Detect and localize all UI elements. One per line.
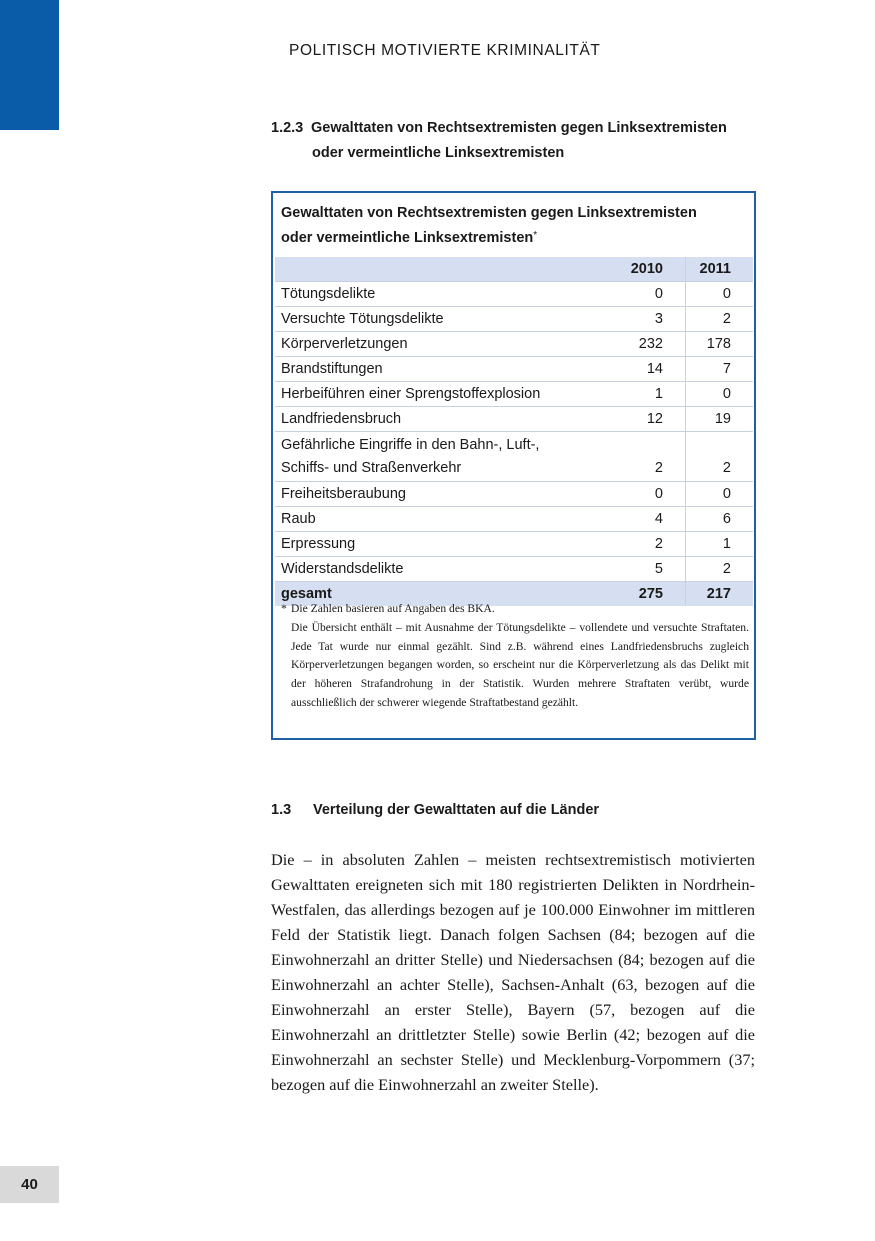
- table-row: [275, 507, 753, 532]
- table-row: [275, 557, 753, 582]
- header-cell-2011: 2011: [686, 257, 754, 282]
- value-2011: 0: [686, 282, 754, 307]
- running-header: POLITISCH MOTIVIERTE KRIMINALITÄT: [289, 42, 601, 59]
- body-paragraph: Die – in absoluten Zahlen – meisten rechtsextremistisch motivierten Gewalttaten ereigneten sich mit 180 registrierten Delikten in Nordrhein-Westfalen, das allerdings bezogen auf je 100.000 Einwohner im mittleren Feld der Statistik liegt. Danach folgen Sachsen (84; bezogen auf die Einwohnerzahl an dritter Stelle) und Niedersachsen (84; bezogen auf die Einwohnerzahl an achter Stelle), Sachsen-Anhalt (63, bezogen auf die Einwohnerzahl an erster Stelle), Bayern (57, bezogen auf die Einwohnerzahl an drittletzter Stelle) sowie Berlin (42; bezogen auf die Einwohnerzahl an sechster Stelle) und Mecklenburg-Vorpommern (37; bezogen auf die Einwohnerzahl an zweiter Stelle).: [271, 850, 755, 1094]
- value-2011: 2: [686, 307, 754, 332]
- row-label: Landfriedensbruch: [275, 407, 577, 432]
- row-label: Brandstiftungen: [275, 357, 577, 382]
- table-row: [275, 432, 753, 482]
- section-title: Verteilung der Gewalttaten auf die Länder: [313, 802, 600, 818]
- table-row: [275, 382, 753, 407]
- table-row: [275, 282, 753, 307]
- statistics-box: [271, 191, 756, 740]
- section-heading-1-2-3: [271, 116, 761, 166]
- row-label-line1: Gefährliche Eingriffe in den Bahn-, Luft-,: [281, 437, 540, 453]
- value-2010: 0: [577, 482, 686, 507]
- value-2010: 2: [577, 432, 686, 482]
- value-2010: 3: [577, 307, 686, 332]
- row-label: Versuchte Tötungsdelikte: [275, 307, 577, 332]
- table-row: [275, 407, 753, 432]
- table-row: [275, 307, 753, 332]
- row-label: Widerstandsdelikte: [275, 557, 577, 582]
- table-row: [275, 482, 753, 507]
- table-row: [275, 357, 753, 382]
- table-row: [275, 332, 753, 357]
- box-title-line1: Gewalttaten von Rechtsextremisten gegen Linksextremisten: [281, 205, 697, 221]
- row-label: Tötungsdelikte: [275, 282, 577, 307]
- value-2011: 0: [686, 382, 754, 407]
- section-number: 1.3: [271, 802, 292, 818]
- value-2010: 14: [577, 357, 686, 382]
- total-2011: 217: [686, 582, 754, 607]
- footnote-line1: Die Zahlen basieren auf Angaben des BKA.: [291, 602, 495, 615]
- value-2011: 0: [686, 482, 754, 507]
- row-label-line2: Schiffs- und Straßenverkehr: [281, 460, 462, 476]
- value-2011: 178: [686, 332, 754, 357]
- footnote-body: Die Übersicht enthält – mit Ausnahme der Tötungsdelikte – vollendete und versuchte Straftaten. Jede Tat wurde nur einmal gezählt. Sind z.B. während eines Landfriedensbruchs zugleich Körperverletzungen begangen worden, so erscheint nur die Körperverletzung als das Delikt mit der höheren Strafandrohung in der Statistik. Wurden mehrere Straftaten verübt, wurde ausschließlich der schwerer wiegende Straftatbestand gezählt.: [291, 620, 749, 709]
- value-2011: 2: [686, 432, 754, 482]
- crime-statistics-table: [275, 257, 753, 606]
- header-cell-label: [275, 257, 577, 282]
- value-2011: 19: [686, 407, 754, 432]
- section-heading-1-3: [271, 798, 599, 823]
- value-2011: 2: [686, 557, 754, 582]
- row-label: [275, 432, 577, 482]
- header-cell-2010: 2010: [577, 257, 686, 282]
- section-title-line2: oder vermeintliche Linksextremisten: [312, 145, 565, 161]
- table-footnote: [281, 600, 749, 713]
- page-number: 40: [0, 1166, 59, 1203]
- value-2010: 5: [577, 557, 686, 582]
- value-2010: 0: [577, 282, 686, 307]
- page-accent-bar: [0, 0, 59, 130]
- row-label: Erpressung: [275, 532, 577, 557]
- footnote-mark: *: [281, 602, 287, 615]
- value-2010: 12: [577, 407, 686, 432]
- total-2010: 275: [577, 582, 686, 607]
- footnote-marker: *: [533, 230, 538, 241]
- table-header-row: [275, 257, 753, 282]
- total-label: gesamt: [275, 582, 577, 607]
- value-2010: 2: [577, 532, 686, 557]
- value-2011: 7: [686, 357, 754, 382]
- table-row: [275, 532, 753, 557]
- box-title-line2: oder vermeintliche Linksextremisten: [281, 230, 534, 246]
- section-number: 1.2.3: [271, 120, 304, 136]
- section-title-line1: Gewalttaten von Rechtsextremisten gegen Linksextremisten: [311, 120, 727, 136]
- value-2010: 232: [577, 332, 686, 357]
- row-label: Raub: [275, 507, 577, 532]
- row-label: Freiheitsberaubung: [275, 482, 577, 507]
- value-2010: 1: [577, 382, 686, 407]
- value-2011: 6: [686, 507, 754, 532]
- row-label: Herbeiführen einer Sprengstoffexplosion: [275, 382, 577, 407]
- value-2011: 1: [686, 532, 754, 557]
- box-title: [281, 201, 741, 251]
- value-2010: 4: [577, 507, 686, 532]
- row-label: Körperverletzungen: [275, 332, 577, 357]
